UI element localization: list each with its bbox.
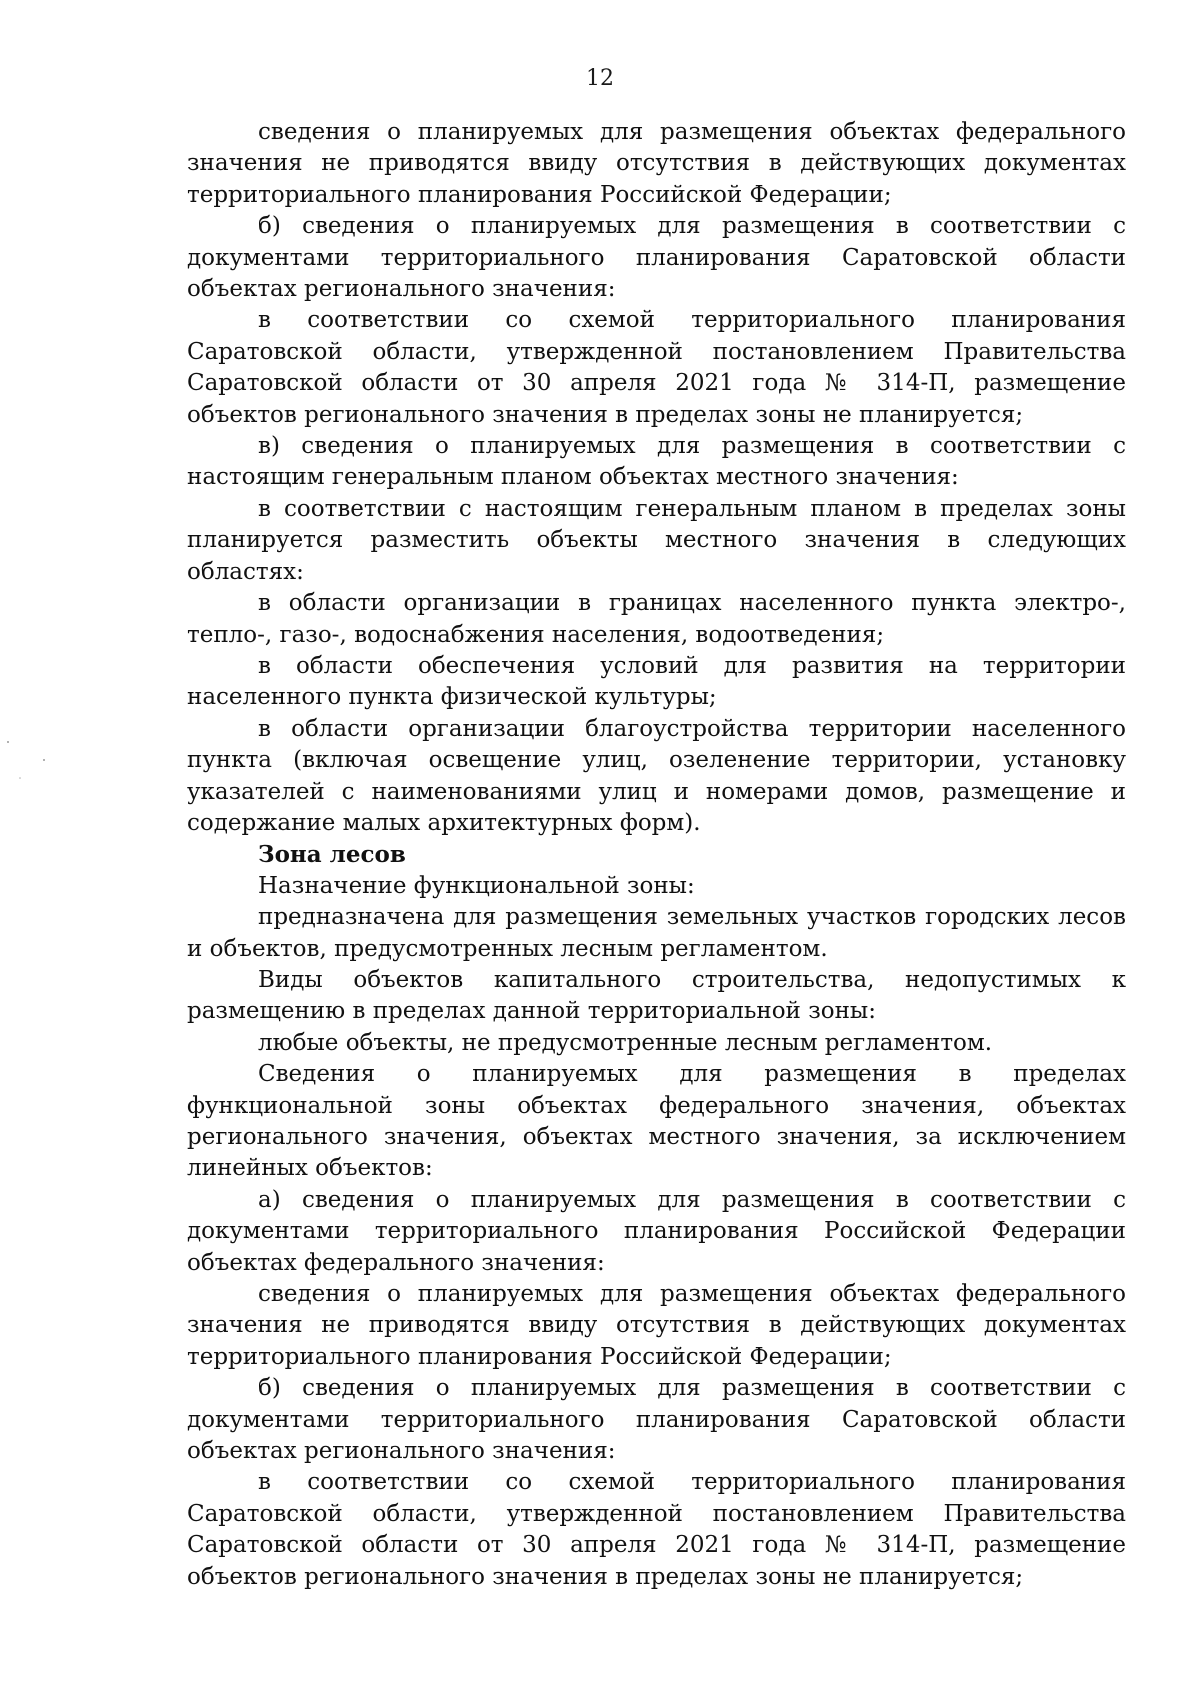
paragraph: в области организации благоустройства территории населенного пункта (включая освещение улиц, озеленение территории, установку указателей с наименованиями улиц и номерами домов, размещение и содержание малых архитектурных форм). [187,715,1126,836]
section-heading: Зона лесов [258,841,406,869]
page-number: 12 [586,66,614,91]
paragraph: Виды объектов капитального строительства, недопустимых к размещению в пределах данной территориальной зоны: [187,966,1126,1025]
paragraph: в соответствии со схемой территориального планирования Саратовской области, утвержденной постановлением Правительства Саратовской области от 30 апреля 2021 года № 314-П, размещение объектов регионального значения в пределах зоны не планируется; [187,307,1126,428]
paragraph: в) сведения о планируемых для размещения в соответствии с настоящим генеральным планом объектах местного значения: [187,433,1126,491]
paragraph: Сведения о планируемых для размещения в пределах функциональной зоны объектах федерального значения, объектах регионального значения, объектах местного значения, за исключением линейных объектов: [187,1061,1126,1182]
paragraph: в соответствии с настоящим генеральным планом в пределах зоны планируется разместить объекты местного значения в следующих областях: [187,495,1126,585]
paragraph: в области организации в границах населенного пункта электро-, тепло-, газо-, водоснабжения населения, водоотведения; [187,590,1126,648]
paragraph: предназначена для размещения земельных участков городских лесов и объектов, предусмотренных лесным регламентом. [187,904,1126,962]
paragraph: сведения о планируемых для размещения объектах федерального значения не приводятся ввиду отсутствия в действующих документах территориального планирования Российской Федерации; [187,1281,1126,1370]
paragraph: сведения о планируемых для размещения объектах федерального значения не приводятся ввиду отсутствия в действующих документах территориального планирования Российской Федерации; [187,119,1126,208]
scan-artifact [0,730,80,790]
paragraph: в области обеспечения условий для развития на территории населенного пункта физической культуры; [187,652,1126,711]
paragraph: любые объекты, не предусмотренные лесным регламентом. [258,1029,993,1056]
paragraph: а) сведения о планируемых для размещения в соответствии с документами территориального планирования Российской Федерации объектах федерального значения: [187,1186,1126,1276]
paragraph: б) сведения о планируемых для размещения в соответствии с документами территориального планирования Саратовской области объектах регионального значения: [187,1375,1126,1465]
document-body [187,117,1126,1593]
paragraph: б) сведения о планируемых для размещения в соответствии с документами территориального планирования Саратовской области объектах регионального значения: [187,213,1126,303]
paragraph: Назначение функциональной зоны: [258,872,695,899]
paragraph: в соответствии со схемой территориального планирования Саратовской области, утвержденной постановлением Правительства Саратовской области от 30 апреля 2021 года № 314-П, размещение объектов регионального значения в пределах зоны не планируется; [187,1469,1126,1590]
